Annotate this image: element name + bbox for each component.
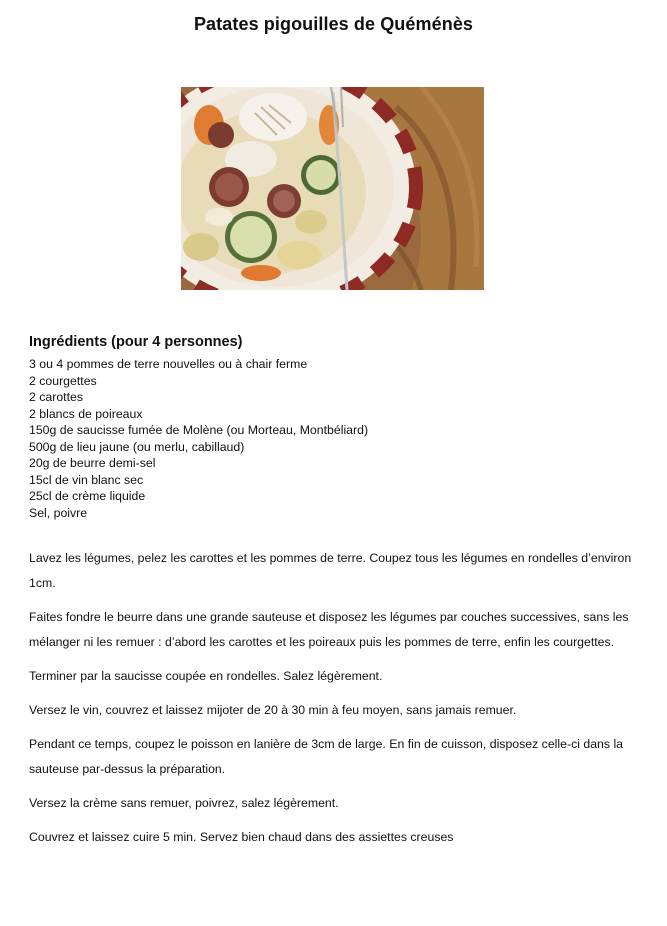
ingredient-item: 500g de lieu jaune (ou merlu, cabillaud) — [29, 439, 245, 454]
ingredient-item: Sel, poivre — [29, 505, 88, 520]
ingredient-item: 2 courgettes — [29, 373, 97, 388]
ingredient-item: 15cl de vin blanc sec — [29, 472, 144, 487]
recipe-steps — [29, 546, 644, 859]
ingredient-item: 25cl de crème liquide — [29, 489, 146, 503]
recipe-step: Couvrez et laissez cuire 5 min. Servez bien chaud dans des assiettes creuses — [29, 830, 454, 844]
recipe-step: Lavez les légumes, pelez les carottes et les pommes de terre. Coupez tous les légumes en rondelles d’environ 1cm. — [29, 551, 632, 590]
recipe-step: Versez le vin, couvrez et laissez mijoter de 20 à 30 min à feu moyen, sans jamais remuer. — [29, 703, 517, 717]
ingredients-list — [29, 356, 368, 521]
ingredient-item: 3 ou 4 pommes de terre nouvelles ou à chair ferme — [29, 357, 308, 371]
ingredient-item: 150g de saucisse fumée de Molène (ou Morteau, Montbéliard) — [29, 423, 369, 437]
ingredient-item: 2 blancs de poireaux — [29, 406, 143, 421]
page-title: Patates pigouilles de Quéménès — [193, 14, 474, 34]
ingredient-item: 20g de beurre demi-sel — [29, 456, 156, 470]
ingredients-heading: Ingrédients (pour 4 personnes) — [29, 334, 243, 350]
recipe-step: Versez la crème sans remuer, poivrez, salez légèrement. — [29, 796, 339, 810]
dish-photo — [181, 87, 484, 290]
recipe-step: Terminer par la saucisse coupée en rondelles. Salez légèrement. — [29, 669, 383, 683]
ingredient-item: 2 carottes — [29, 390, 83, 404]
recipe-step: Faites fondre le beurre dans une grande sauteuse et disposez les légumes par couches successives, sans les mélanger ni les remuer : d’abord les carottes et les poireaux puis les pommes de terre, enfin les courgettes. — [29, 610, 629, 649]
recipe-step: Pendant ce temps, coupez le poisson en lanière de 3cm de large. En fin de cuisson, disposez celle-ci dans la sauteuse par-dessus la préparation. — [29, 737, 624, 776]
